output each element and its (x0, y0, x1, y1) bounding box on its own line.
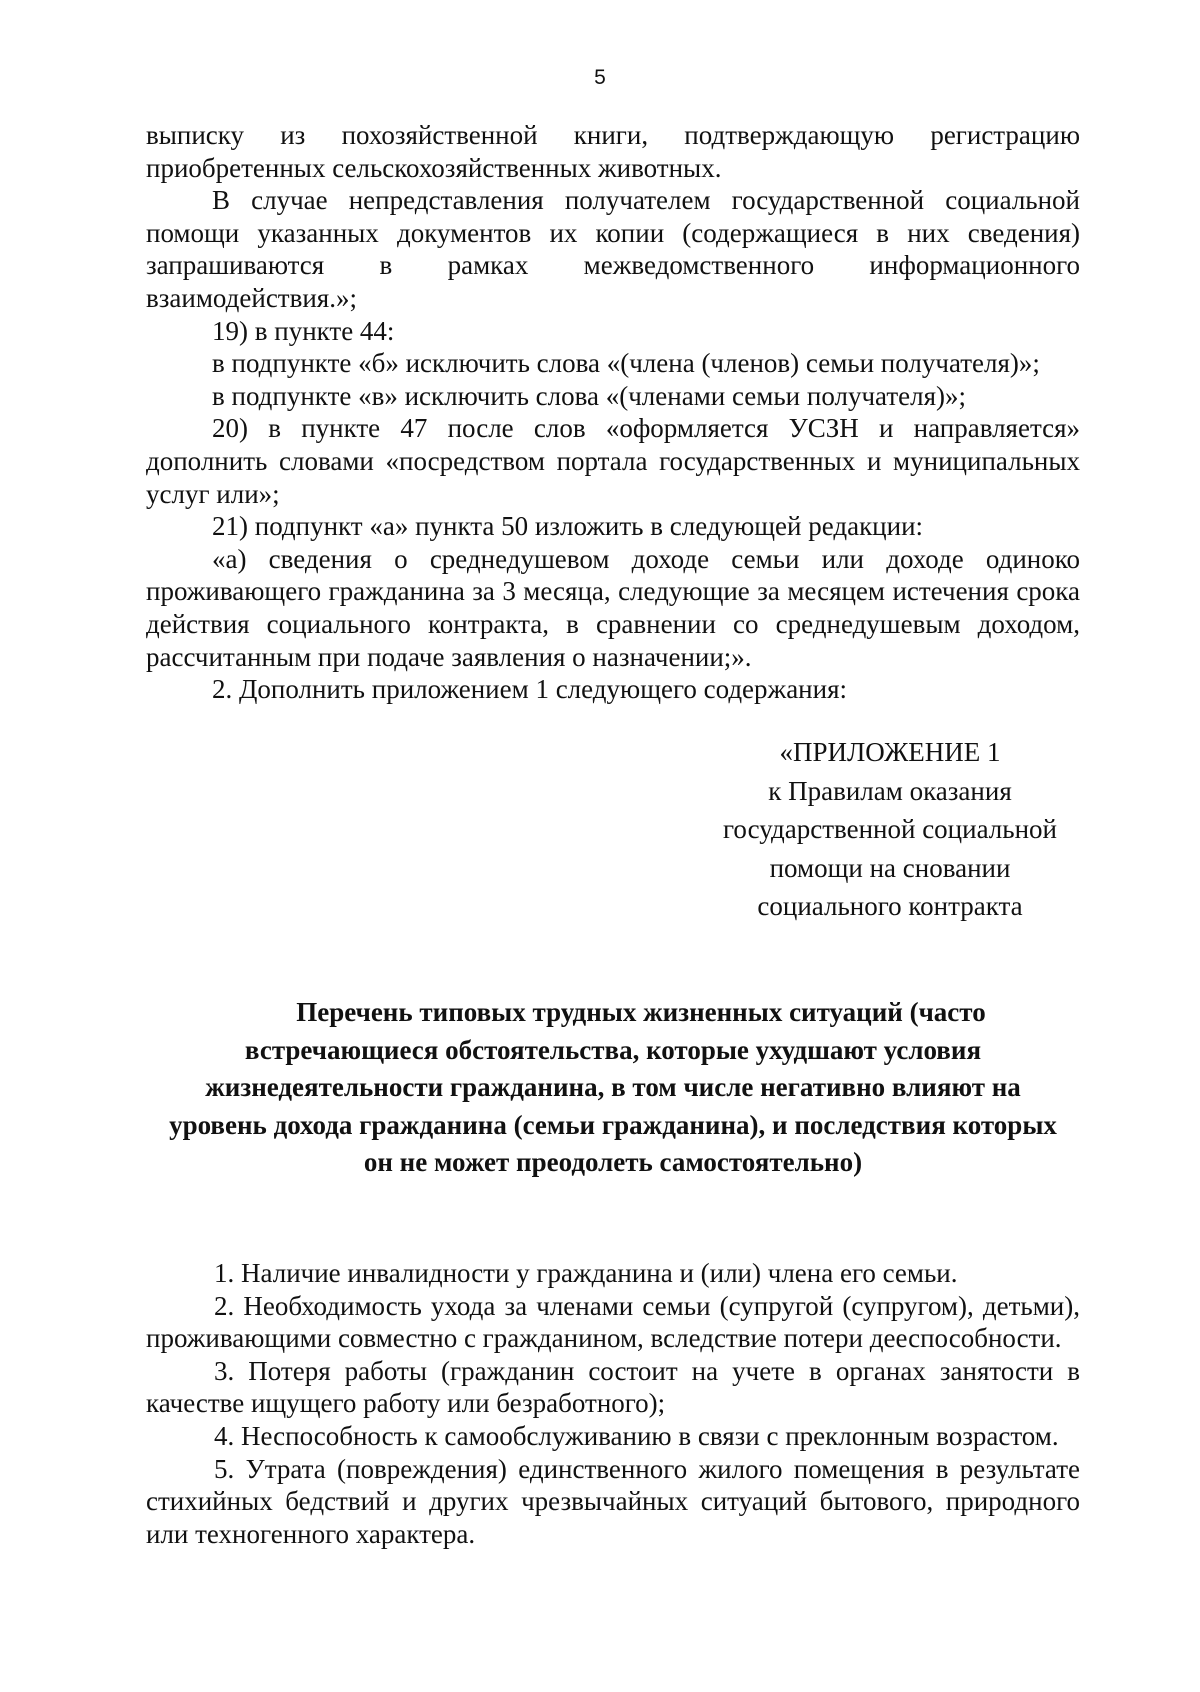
list-item: 1. Наличие инвалидности у гражданина и (или) члена его семьи. (214, 1258, 958, 1288)
list-item: 5. Утрата (повреждения) единственного жилого помещения в результате стихийных бедствий и других чрезвычайных ситуаций бытового, природного или техногенного характера. (146, 1453, 1080, 1549)
paragraph: 2. Дополнить приложением 1 следующего содержания: (212, 674, 848, 705)
paragraph: В случае непредставления получателем государственной социальной помощи указанных документов их копии (содержащиеся в них сведения) запрашиваются в рамках межведомственного информационного взаимодействия.»; (146, 185, 1080, 313)
paragraph: 20) в пункте 47 после слов «оформляется УСЗН и направляется» дополнить словами «посредством портала государственных и муниципальных услуг или»; (146, 413, 1080, 509)
page-number: 5 (594, 66, 606, 89)
appendix-line: «ПРИЛОЖЕНИЕ 1 (779, 737, 1001, 767)
heading-line: он не может преодолеть самостоятельно) (363, 1147, 863, 1177)
situations-list (146, 1257, 1080, 1550)
list-item: 2. Необходимость ухода за членами семьи (супругой (супругом), детьми), проживающими совместно с гражданином, вследствие потери дееспособности. (146, 1290, 1080, 1354)
paragraph: «а) сведения о среднедушевом доходе семьи или доходе одиноко проживающего гражданина за 3 месяца, следующие за месяцем истечения срока действия социального контракта, в сравнении со среднедушевым доходом, рассчитанным при подаче заявления о назначении;». (146, 543, 1080, 672)
appendix-line: к Правилам оказания (768, 775, 1012, 806)
appendix-line: социального контракта (757, 891, 1023, 921)
paragraph: в подпункте «в» исключить слова «(членами семьи получателя)»; (212, 380, 966, 411)
paragraph: 21) подпункт «а» пункта 50 изложить в следующей редакции: (212, 511, 924, 542)
amendments-text (146, 119, 1080, 706)
paragraph: выписку из похозяйственной книги, подтверждающую регистрацию приобретенных сельскохозяйственных животных. (146, 120, 1080, 183)
paragraph: в подпункте «б» исключить слова «(члена (членов) семьи получателя)»; (212, 348, 1040, 379)
heading-line: Перечень типовых трудных жизненных ситуаций (часто (296, 997, 986, 1027)
list-item: 3. Потеря работы (гражданин состоит на учете в органах занятости в качестве ищущего работу или безработного); (146, 1355, 1080, 1419)
heading-line: встречающиеся обстоятельства, которые ухудшают условия (244, 1034, 982, 1065)
appendix-line: государственной социальной (723, 814, 1057, 844)
heading-line: жизнедеятельности гражданина, в том числе негативно влияют на (205, 1072, 1021, 1102)
list-item: 4. Неспособность к самообслуживанию в связи с преклонным возрастом. (214, 1420, 1059, 1451)
heading-line: уровень дохода гражданина (семьи гражданина), и последствия которых (169, 1109, 1057, 1140)
list-heading (146, 994, 1080, 1182)
appendix-line: помощи на сновании (769, 852, 1011, 883)
appendix-caption (680, 733, 1100, 926)
paragraph: 19) в пункте 44: (212, 315, 395, 346)
